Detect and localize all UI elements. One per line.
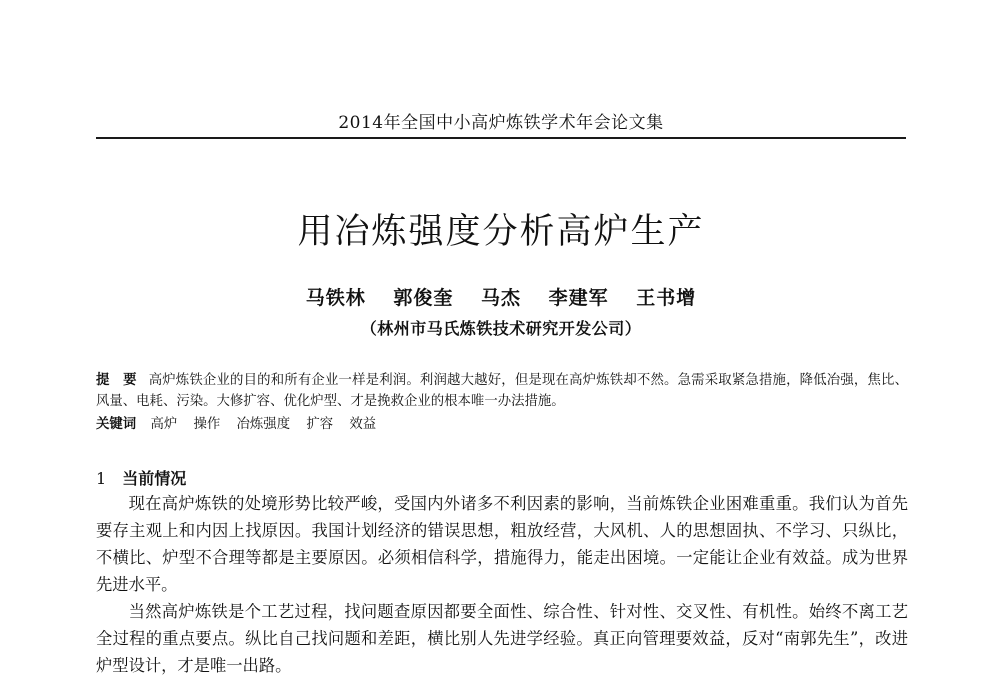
abstract-label: 提 要 — [96, 373, 137, 388]
keyword: 冶炼强度 — [236, 417, 291, 432]
keywords-label: 关键词 — [96, 417, 137, 432]
author-name: 马杰 — [480, 287, 521, 309]
section-title: 当前情况 — [122, 469, 187, 488]
abstract — [96, 370, 908, 412]
body-paragraph: 现在高炉炼铁的处境形势比较严峻，受国内外诸多不利因素的影响，当前炼铁企业困难重重。我们认为首先要存主观上和内因上找原因。我国计划经济的错误思想，粗放经营，大风机、人的思想固执、不学习、只纵比，不横比、炉型不合理等都是主要原因。必须相信科学，措施得力，能走出困境。一定能让企业有效益。成为世界先进水平。 — [96, 494, 908, 594]
keyword: 扩容 — [306, 417, 334, 432]
keyword: 高炉 — [150, 417, 178, 432]
body-text — [96, 490, 908, 679]
section-number: 1 — [96, 469, 107, 488]
header-rule — [96, 137, 906, 139]
section-heading — [96, 466, 186, 489]
author-name: 马铁林 — [305, 287, 366, 309]
running-header: 2014年全国中小高炉炼铁学术年会论文集 — [338, 113, 664, 133]
body-paragraph: 当然高炉炼铁是个工艺过程，找问题查原因都要全面性、综合性、针对性、交叉性、有机性。始终不离工艺全过程的重点要点。纵比自己找问题和差距，横比别人先进学经验。真正向管理要效益，反对“南郭先生”，改进炉型设计，才是唯一出路。 — [96, 602, 908, 675]
author-name: 郭俊奎 — [393, 287, 454, 309]
abstract-text: 高炉炼铁企业的目的和所有企业一样是利润。利润越大越好，但是现在高炉炼铁却不然。急需采取紧急措施，降低冶强，焦比、风量、电耗、污染。大修扩容、优化炉型、才是挽救企业的根本唯一办法措施。 — [96, 373, 908, 409]
paper-title: 用冶炼强度分析高炉生产 — [297, 212, 705, 252]
author-list — [96, 283, 906, 310]
author-name: 王书增 — [636, 287, 697, 309]
author-affiliation: （林州市马氏炼铁技术研究开发公司） — [360, 319, 642, 338]
author-name: 李建军 — [548, 287, 609, 309]
keywords — [96, 414, 908, 435]
keyword: 操作 — [193, 417, 221, 432]
keyword: 效益 — [349, 417, 377, 432]
